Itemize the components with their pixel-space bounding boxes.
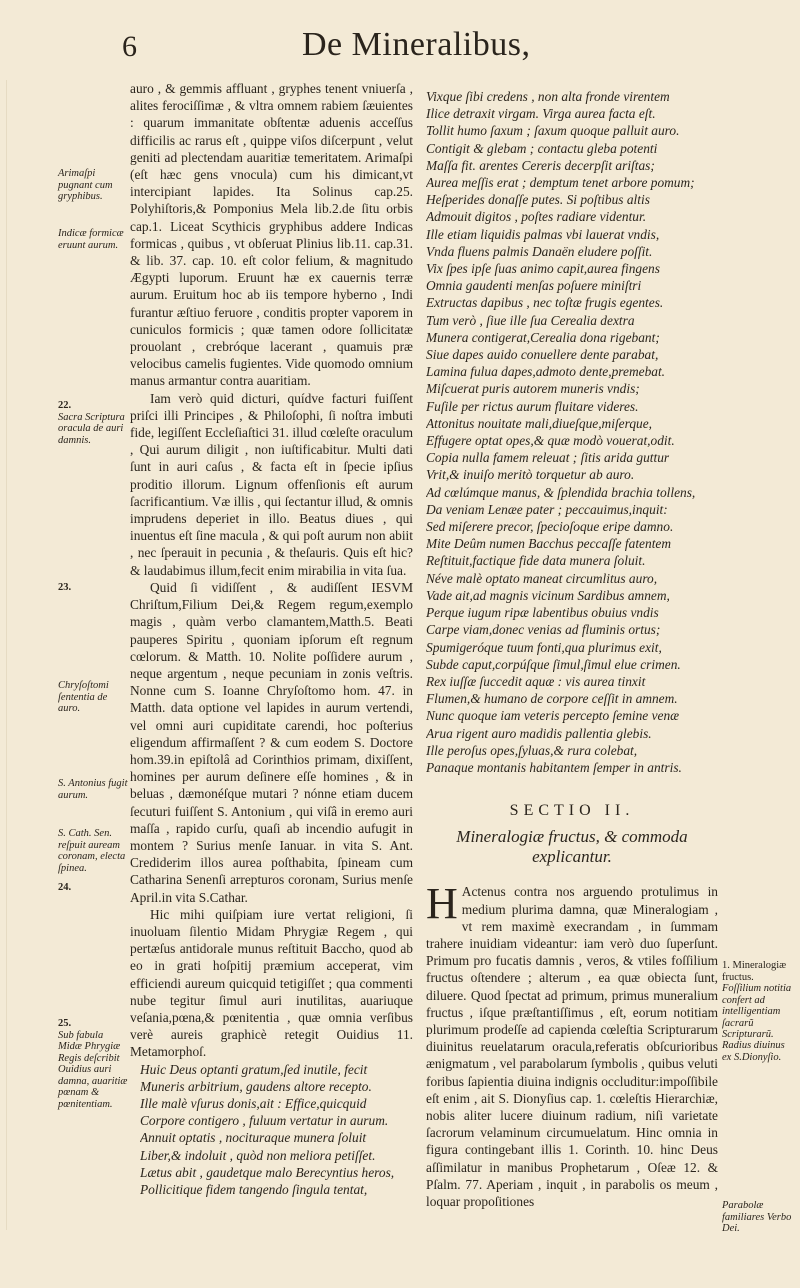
section-heading: SECTIO II. — [509, 802, 635, 820]
verse-line: Vix ſpes ipſe ſuas animo capit,aurea fingens — [426, 261, 660, 277]
margin-note-number: 1. Mineralogiæ fructus. — [722, 960, 787, 983]
margin-note-text: Sacra Scriptura oracula de auri damnis. — [58, 411, 125, 446]
margin-note-number: 24. — [58, 882, 72, 893]
verse-line: Vrit,& inuiſo meritò torquetur ab auro. — [426, 467, 635, 483]
verse-line: Fuſile per rictus aurum fluitare videres. — [426, 398, 639, 414]
paragraph: Quid ſi vidiſſent , & audiſſent IESVM Chriſtum,Filium Dei,& Regem regum,exemplo magis , quàm verbo clamantem,Matth.5. Beati pauperes Spiritu , quoniam ipſorum eſt regnum cœlorum. & Matth. 10. Nolite poſſidere aurum , neque argentum , neque pecuniam in zonis veſtris. Nonne cum S. Ioanne Chryſoſtomo hom. 47. in Matth. data optione vel lapides in aurum vertendi, vel omni auri cupiditate carendi, hoc poſterius eligendum affirmaſſent ? & cum eodem S. Doctore hom.39.in epiſtolâ ad Corinthios primam, dixiſſent, homines per aurum deſinere eſſe homines , & in beluas , dæmonéſque mutari ? nónne etiam ducem ſecuturi fuiſſent S. Antonium , qui viſâ in eremo auri maſſa , rapido curſu, quaſi ab incendio aufugit in montem ? Surius menſe Ianuar. in vita S. Ant. Crediderim illos aurea poſthabita, ſpineam cum Catharina Senenſi arrepturos coronam, Surius menſe April.in vita S.Cathar. — [130, 579, 413, 905]
verse-line: Ille etiam liquidis palmas vbi lauerat vndis, — [426, 226, 660, 242]
page-gutter-line — [6, 80, 7, 1230]
margin-note — [58, 582, 128, 594]
verse-line: Tum verò , ſiue ille ſua Cerealia dextra — [426, 312, 635, 328]
verse-line: Heſperides donaſſe putes. Si poſtibus altis — [426, 192, 650, 208]
page-number: 6 — [122, 30, 137, 63]
verse-line: Corpore contigero , fuluum vertatur in aurum. — [140, 1113, 389, 1129]
verse-line: Effugere optat opes,& quæ modò vouerat,odit. — [426, 433, 675, 449]
paragraph: Hic mihi quiſpiam iure vertat religioni, ſi inuoluam ſilentio Midam Phrygiæ Regem , qui pertæſus antidorale munus reſtituit Baccho, quod ab eo in grati hoſpitij præmium acceperat, vim efficiendi aureum quicquid tetigiſſet ; qua commenti nube tegitur ſimul auri inutilitas, auariuque veſania,pœna,& pœnitentia , quæ omnia verſibus verè aureis graphicè retegit Ouidius 11. Metamorphoſ. — [130, 906, 413, 1060]
verse-line: Copia nulla famem releuat ; ſitis arida guttur — [426, 450, 670, 466]
verse-line: Admouit digitos , poſtes radiare videntur. — [426, 209, 647, 225]
verse-line: Ad cœlúmque manus, & ſplendida brachia tollens, — [426, 484, 696, 500]
paragraph-text: Actenus contra nos arguendo protulimus in medium plurima damna, quæ Mineralogiam , vt rem maximè execrandam , in ſummam trahere inuidiam videantur: iam verò duo ſuperſunt. Primum pro fucatis damnis , veros, & vtiles foſſilium fructus oſtendere ; alterum , ea quæ obiecta ſunt, diluere. Quod ſpectat ad primum, primus muneralium fructus , iſque præſtantiſſimus , eſt, eorum notitiam plurimum prodeſſe ad capienda cœleſtia Scripturarum diuinitus reuelatarum oracula,referatis obſcurioribus ænigmatum , vel parabolarum ſymbolis , quibus veluti foribus ſapientia diuina indignis occluditur:impoſſibile eſt enim , ait S. Dionyſius cap. 1. cœleſtis Hierarchiæ, nobis aliter lucere diuinum radium, niſi varietate ſacrorum velaminum circumuelatum. Hinc omnia in figura contingebant illis 1. Corinth. 10. hinc Deus aſſimilatur in manibus Prophetarum , Oſeæ 12. & Pſalm. 77. Aperiam , inquit , in parabolis os meum , loquar propoſitiones — [426, 884, 718, 1209]
verse-line: Maſſa fit. arentes Cereris decerpſit ariſtas; — [426, 157, 655, 173]
verse-line: Vixque ſibi credens , non alta fronde virentem — [426, 89, 670, 104]
margin-note-text: Sub fabula Midæ Phrygiæ Regis deſcribit Ouidius auri damna, auaritiæ pœnam & pœnitentiam. — [58, 1029, 128, 1110]
verse-line: Da veniam Lenæe pater ; peccauimus,inquit: — [426, 501, 668, 517]
verse-line: Flumen,& humano de corpore ceſſit in amnem. — [426, 691, 678, 707]
verse-line: Pollicitique fidem tangendo ſingula tentat, — [140, 1182, 368, 1197]
verse-line: Reſtituit,factique fide data munera ſoluit. — [426, 553, 646, 569]
margin-note-text: S. Cath. Sen. reſpuit auream coronam, electa ſpinea. — [58, 828, 126, 874]
verse-line: Arua rigent auro madidis pallentia glebis. — [426, 725, 652, 741]
verse-line: Carpe viam,donec venias ad fluminis ortus; — [426, 622, 661, 638]
verse-line: Muneris arbitrium, gaudens altore recepto. — [140, 1078, 372, 1094]
margin-note — [58, 680, 128, 715]
margin-note — [722, 1040, 794, 1063]
verse-line: Lamina fulua dapes,admoto dente,premebat. — [426, 364, 666, 380]
verse-line: Liber,& indoluit , quòd non meliora petiſſet. — [140, 1147, 376, 1163]
verse-line: Perque iugum ripæ labentibus obuius vndis — [426, 605, 659, 621]
margin-note — [58, 882, 128, 894]
verse-line: Ilice detraxit virgam. Virga aurea facta eſt. — [426, 106, 656, 122]
verse-line: Aurea meſſis erat ; demptum tenet arbore pomum; — [426, 175, 695, 191]
verse-line: Néve malè optato maneat circumlitus auro, — [426, 570, 658, 586]
verse-line: Munera contigerat,Cerealia dona rigebant; — [426, 329, 660, 345]
left-column — [130, 80, 413, 1198]
margin-note-text: S. Antonius fugit aurum. — [58, 778, 128, 801]
verse-line: Annuit optatis , nocituraque munera ſoluit — [140, 1130, 367, 1146]
margin-note — [722, 960, 794, 1041]
verse-line: Extructas dapibus , nec toſtæ frugis egentes. — [426, 295, 664, 311]
verse-line: Attonitus nouitate mali,diueſque,miſerque, — [426, 415, 652, 431]
verse-block — [140, 1061, 413, 1199]
margin-note-text: Arimaſpi pugnant cum gryphibus. — [58, 168, 113, 202]
paragraph: Iam verò quid dicturi, quídve facturi fuiſſent priſci illi Principes , & Philoſophi, ſi noſtra imbuti fide, legiſſent Eccleſiaſtici 31. illud cœleſte oraculum , Qui aurum diligit , non iuſtificabitur. Multi dati ſunt in auri caſus , & facta eſt in ſpecie ipſius proditio illorum. Lignum offenſionis eſt aurum ſacrificantium. Væ illis , qui ſectantur illud, & omnis imprudens deperiet in illo. Beatus diues , qui inuentus eſt ſine macula , & qui poſt aurum non abiit , nec ſperauit in pecunia , & theſauris. Quis eſt hic? & laudabimus illum,fecit enim mirabilia in vita ſua. — [130, 390, 413, 578]
margin-note-text: Parabolæ familiares Verbo Dei. — [722, 1200, 792, 1234]
margin-note-text: Radius diuinus ex S.Dionyſio. — [722, 1040, 785, 1063]
verse-line: Ille peroſus opes,ſyluas,& rura colebat, — [426, 742, 638, 758]
margin-note — [58, 400, 128, 446]
verse-line: Subde caput,corpúſque ſimul,ſimul elue crimen. — [426, 656, 681, 672]
margin-note-number: 22. — [58, 400, 72, 411]
margin-note — [58, 1018, 128, 1110]
verse-line: Contigit & glebam ; contactu gleba potenti — [426, 140, 658, 156]
margin-note-text: Indicæ formicæ eruunt aurum. — [58, 228, 124, 251]
paragraph — [426, 879, 718, 1210]
verse-line: Siue dapes auido conuellere dente parabat, — [426, 347, 659, 363]
verse-line: Ille malè vſurus donis,ait : Effice,quicquid — [140, 1095, 367, 1111]
verse-block — [426, 88, 718, 776]
verse-line: Vade ait,ad magnis vicinum Sardibus amnem, — [426, 587, 670, 603]
right-column — [426, 88, 718, 1210]
verse-line: Lætus abit , gaudetque malo Berecyntius heros, — [140, 1164, 395, 1180]
paragraph: auro , & gemmis affluant , gryphes tenent vniuerſa , alites ferociſſimæ , & vltra omnem rabiem ſæuientes : quarum immanitate obſtentæ aduenis acceſſus difficilis ac rarus eſt , quippe viſos diſcerpunt , velut geniti ad plectendam auaritiæ temeritatem. Arimaſpi (eſt hæc gens vnocula) cum his dimicant,vt intercipiant lapides. Ita Solinus cap.25. Polyhiſtoris,& Pomponius Mela lib.2.de ſitu orbis cap.1. Liceat Scythicis gryphibus addere Indicas formicas , quibus , vt obſeruat Plinius lib.11. cap.31. & lib. 37. cap. 10. eſt color felium, & magnitudo Ægypti luporum. Eruunt hæ ex cauernis terræ aurum. Eruitum hoc ab iis tempore hyberno , Indi furantur æſtiuo feruore , conditis propter vaporem in cuniculos formicis ; quæ tamen odore ſollicitatæ prouolant , crebróque lacerant , quamuis præ velocibus camelis fugientes. Vide quomodo omnium manus armantur contra auaritiam. — [130, 81, 413, 389]
margin-note — [58, 168, 128, 203]
margin-note-text: Chryſoſtomi ſententia de auro. — [58, 680, 109, 714]
verse-line: Rex iuſſæ ſuccedit aquæ : vis aurea tinxit — [426, 673, 646, 689]
margin-note — [58, 828, 128, 874]
verse-line: Panaque montanis habitantem ſemper in antris. — [426, 759, 682, 775]
margin-note — [722, 1200, 794, 1235]
verse-line: Mite Deûm numen Bacchus peccaſſe fatentem — [426, 536, 672, 552]
verse-line: Miſcuerat puris autorem muneris vndis; — [426, 381, 640, 397]
verse-line: Nunc quoque iam veteris percepto ſemine venæ — [426, 708, 680, 724]
verse-line: Huic Deus optanti gratum,ſed inutile, fecit — [140, 1061, 368, 1077]
verse-line: Tollit humo ſaxum ; ſaxum quoque palluit auro. — [426, 123, 680, 139]
margin-note-number: 25. — [58, 1018, 72, 1029]
margin-note — [58, 228, 128, 251]
margin-note-number: 23. — [58, 582, 72, 593]
verse-line: Vnda fluens palmis Danaën eludere poſſit. — [426, 243, 653, 259]
drop-cap: H — [426, 879, 458, 929]
verse-line: Spumigeróque tuum fonti,qua plurimus exit, — [426, 639, 662, 655]
margin-note — [58, 778, 128, 801]
running-title: De Mineralibus, — [302, 26, 531, 63]
section-subtitle: Mineralogiæ fructus, & commoda explicantur. — [456, 827, 688, 867]
verse-line: Sed miſerere precor, ſpecioſoque eripe damno. — [426, 519, 674, 535]
page-header — [122, 26, 762, 80]
margin-note-text: Foſſilium notitia confert ad intelligentiam ſacrarũ Scripturarũ. — [722, 983, 792, 1040]
verse-line: Omnia gaudenti menſas poſuere miniſtri — [426, 278, 642, 294]
